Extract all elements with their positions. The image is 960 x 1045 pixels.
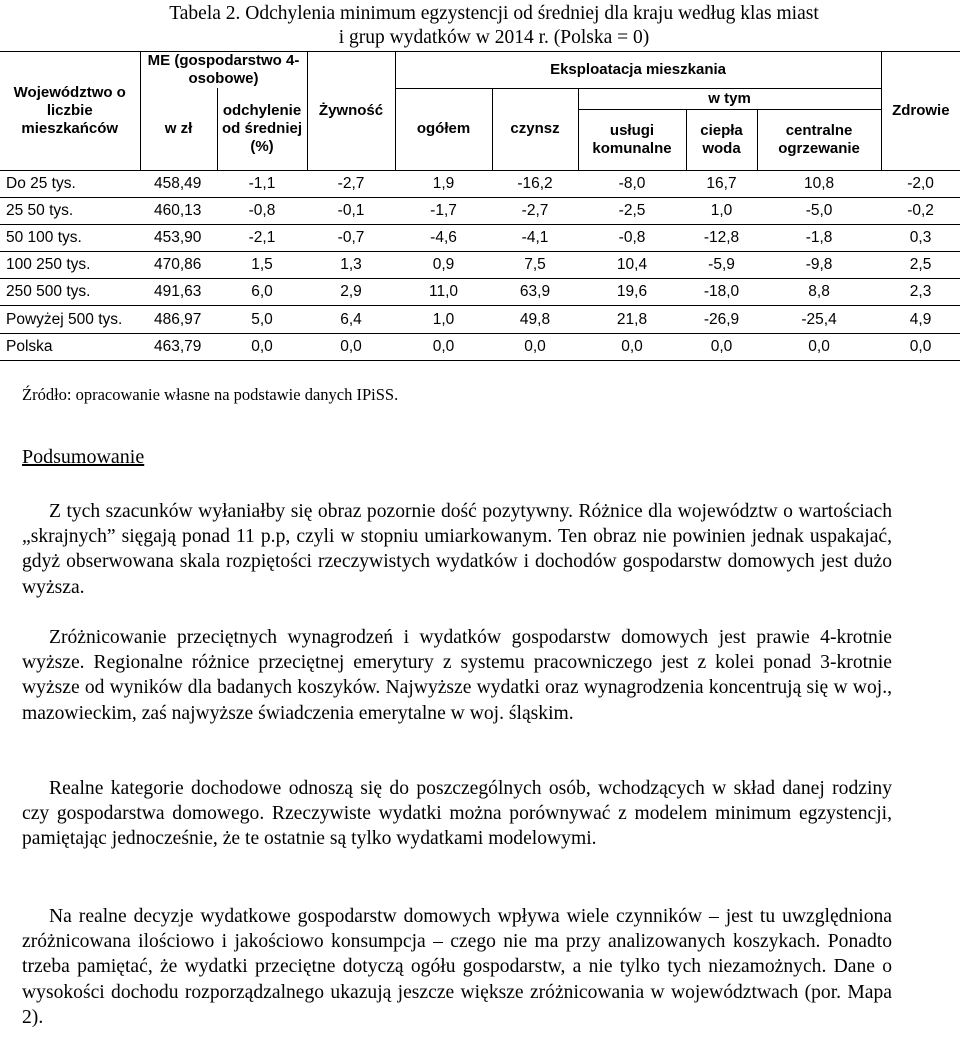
header-me-dev: odchylenie od średniej (%) <box>217 88 307 170</box>
table-cell: 0,0 <box>578 333 686 360</box>
table-cell: -9,8 <box>757 252 881 279</box>
row-label: 25 50 tys. <box>0 197 140 224</box>
table-cell: 2,3 <box>881 279 960 306</box>
table-cell: 460,13 <box>140 197 217 224</box>
table-cell: -0,2 <box>881 197 960 224</box>
table-cell: -2,1 <box>217 224 307 251</box>
table-cell: 463,79 <box>140 333 217 360</box>
table-cell: -2,7 <box>492 197 578 224</box>
row-label: Do 25 tys. <box>0 170 140 197</box>
row-label: Powyżej 500 tys. <box>0 306 140 333</box>
table-caption <box>134 2 854 50</box>
table-cell: 49,8 <box>492 306 578 333</box>
table-cell: -5,9 <box>686 252 757 279</box>
table-cell: 19,6 <box>578 279 686 306</box>
table-cell: -4,6 <box>395 224 492 251</box>
table-cell: 458,49 <box>140 170 217 197</box>
table-cell: -18,0 <box>686 279 757 306</box>
table-cell: 63,9 <box>492 279 578 306</box>
table-row <box>0 197 960 224</box>
table-cell: 0,0 <box>217 333 307 360</box>
caption-line-2: i grup wydatków w 2014 r. (Polska = 0) <box>338 27 650 48</box>
table-cell: 2,5 <box>881 252 960 279</box>
header-hot-water: ciepła woda <box>686 109 757 170</box>
table-cell: 10,4 <box>578 252 686 279</box>
table-cell: -2,7 <box>307 170 395 197</box>
table-cell: -5,0 <box>757 197 881 224</box>
table-cell: 6,4 <box>307 306 395 333</box>
header-region: Województwo o liczbie mieszkańców <box>0 52 140 171</box>
table-row <box>0 252 960 279</box>
paragraph-2: Zróżnicowanie przeciętnych wynagrodzeń i wydatków gospodarstw domowych jest prawie 4-krotnie wyższe. Regionalne różnice przeciętnej emerytury z systemu pracowniczego jest z kolei ponad 3-krotnie wyższe od wyników dla badanych koszyków. Najwyższe wydatki oraz wynagrodzenia koncentrują się w woj., mazowieckim, zaś najwyższe świadczenia emerytalne w woj. śląskim. <box>22 627 892 724</box>
table-cell: 0,0 <box>881 333 960 360</box>
table-cell: -26,9 <box>686 306 757 333</box>
table-cell: 4,9 <box>881 306 960 333</box>
paragraph-4: Na realne decyzje wydatkowe gospodarstw domowych wpływa wiele czynników – jest tu uwzględniona zróżnicowana ilościowo i jakościowo konsumpcja – czego nie ma przy analizowanych koszykach. Ponadto trzeba pamiętać, że wydatki przeciętne dotyczą ogółu gospodarstw, a nie tylko tych niezamożnych. Dane o wysokości dochodu rozporządzalnego ukazują jeszcze większe zróżnicowania w województwach (por. Mapa 2). <box>22 906 892 1028</box>
table-cell: 491,63 <box>140 279 217 306</box>
table-cell: 0,0 <box>395 333 492 360</box>
table-cell: 2,9 <box>307 279 395 306</box>
header-housing-total: ogółem <box>395 88 492 170</box>
row-label: 100 250 tys. <box>0 252 140 279</box>
table-cell: -12,8 <box>686 224 757 251</box>
table-cell: 486,97 <box>140 306 217 333</box>
table-cell: 1,0 <box>686 197 757 224</box>
table-cell: -2,0 <box>881 170 960 197</box>
caption-line-1: Tabela 2. Odchylenia minimum egzystencji od średniej dla kraju według klas miast <box>169 3 819 24</box>
section-heading: Podsumowanie <box>22 446 145 468</box>
table-cell: 16,7 <box>686 170 757 197</box>
data-table <box>0 51 960 361</box>
header-housing-group: Eksploatacja mieszkania <box>395 52 881 89</box>
table-cell: -2,5 <box>578 197 686 224</box>
table-row <box>0 333 960 360</box>
table-cell: -8,0 <box>578 170 686 197</box>
table-cell: -1,8 <box>757 224 881 251</box>
table-cell: 0,0 <box>307 333 395 360</box>
table-cell: 1,5 <box>217 252 307 279</box>
table-cell: -25,4 <box>757 306 881 333</box>
table-cell: 5,0 <box>217 306 307 333</box>
header-rent: czynsz <box>492 88 578 170</box>
row-label: Polska <box>0 333 140 360</box>
header-heating: centralne ogrzewanie <box>757 109 881 170</box>
table-body <box>0 170 960 360</box>
table-cell: 0,3 <box>881 224 960 251</box>
header-food: Żywność <box>307 52 395 171</box>
table-cell: -0,8 <box>217 197 307 224</box>
header-me-pln: w zł <box>140 88 217 170</box>
source-note: Źródło: opracowanie własne na podstawie danych IPiSS. <box>22 385 399 404</box>
header-me-group: ME (gospodarstwo 4-osobowe) <box>140 52 307 89</box>
table-row <box>0 224 960 251</box>
table-cell: 453,90 <box>140 224 217 251</box>
table-cell: 470,86 <box>140 252 217 279</box>
table-cell: 0,0 <box>492 333 578 360</box>
paragraph-1: Z tych szacunków wyłaniałby się obraz pozornie dość pozytywny. Różnice dla województw o wartościach „skrajnych” sięgają ponad 11 p.p, czyli w stopniu umiarkowanym. Ten obraz nie powinien jednak uspakajać, gdyż obserwowana skala rozpiętości rzeczywistych wydatków i dochodów gospodarstw domowych jest dużo wyższa. <box>22 501 892 598</box>
table-cell: 7,5 <box>492 252 578 279</box>
table-row <box>0 279 960 306</box>
table-cell: -1,1 <box>217 170 307 197</box>
header-health: Zdrowie <box>881 52 960 171</box>
table-cell: 1,3 <box>307 252 395 279</box>
table-cell: 6,0 <box>217 279 307 306</box>
table-cell: -0,7 <box>307 224 395 251</box>
row-label: 50 100 tys. <box>0 224 140 251</box>
header-utilities: usługi komunalne <box>578 109 686 170</box>
table-cell: 21,8 <box>578 306 686 333</box>
table-cell: 1,0 <box>395 306 492 333</box>
table-row <box>0 306 960 333</box>
table-cell: 0,0 <box>686 333 757 360</box>
table-cell: 8,8 <box>757 279 881 306</box>
table-cell: 11,0 <box>395 279 492 306</box>
table-cell: -4,1 <box>492 224 578 251</box>
table-cell: -0,1 <box>307 197 395 224</box>
table-cell: -1,7 <box>395 197 492 224</box>
table-cell: -0,8 <box>578 224 686 251</box>
row-label: 250 500 tys. <box>0 279 140 306</box>
table-cell: 0,9 <box>395 252 492 279</box>
table-cell: 1,9 <box>395 170 492 197</box>
paragraph-3: Realne kategorie dochodowe odnoszą się do poszczególnych osób, wchodzących w skład danej rodziny czy gospodarstwa domowego. Rzeczywiste wydatki można porównywać z modelem minimum egzystencji, pamiętając jednocześnie, że te ostatnie są tylko wydatkami modelowymi. <box>22 778 892 850</box>
table-cell: 10,8 <box>757 170 881 197</box>
table-cell: 0,0 <box>757 333 881 360</box>
table-row <box>0 170 960 197</box>
table-cell: -16,2 <box>492 170 578 197</box>
header-of-which: w tym <box>578 88 881 109</box>
